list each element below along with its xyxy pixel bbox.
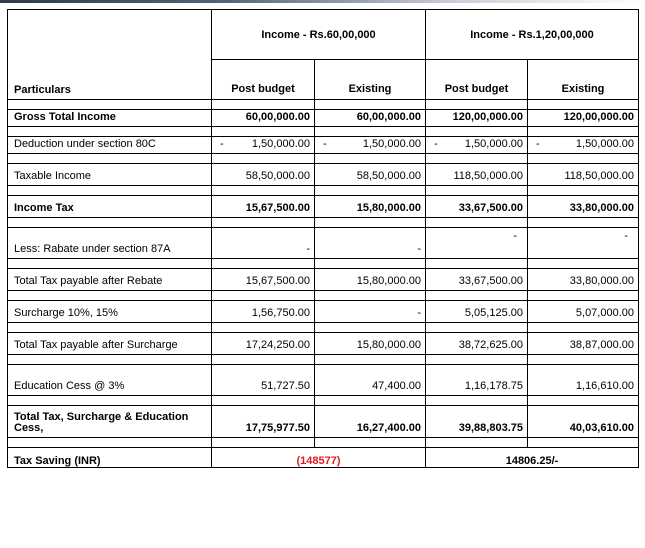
spacer-row xyxy=(8,438,639,448)
cell-value: 120,00,000.00 xyxy=(426,110,528,127)
income-b-header: Income - Rs.1,20,00,000 xyxy=(426,10,639,60)
particulars-header: Particulars xyxy=(8,60,212,100)
existing-a-header: Existing xyxy=(315,60,426,100)
tax-comparison-table xyxy=(7,9,639,468)
blank-corner xyxy=(8,10,212,60)
cell-value: - 1,50,000.00 xyxy=(212,137,315,154)
spacer-row xyxy=(8,218,639,228)
cell-value: 51,727.50 xyxy=(212,365,315,396)
dash-mark: - xyxy=(434,138,438,150)
spacer-row xyxy=(8,259,639,269)
cell-value: 15,80,000.00 xyxy=(315,269,426,291)
row-label: Total Tax payable after Rebate xyxy=(8,269,212,291)
cell-value: 17,24,250.00 xyxy=(212,333,315,355)
cell-value: 5,07,000.00 xyxy=(528,301,639,323)
table-row xyxy=(8,228,639,259)
post-budget-a-header: Post budget xyxy=(212,60,315,100)
table-row xyxy=(8,406,639,438)
cell-value: 1,16,178.75 xyxy=(426,365,528,396)
cell-value: - xyxy=(426,228,528,259)
cell-value: 15,80,000.00 xyxy=(315,196,426,218)
cell-value: 15,67,500.00 xyxy=(212,269,315,291)
cell-value: 58,50,000.00 xyxy=(212,164,315,186)
table-row xyxy=(8,164,639,186)
row-label: Taxable Income xyxy=(8,164,212,186)
cell-value: - 1,50,000.00 xyxy=(315,137,426,154)
tax-saving-row xyxy=(8,448,639,468)
cell-value: 38,72,625.00 xyxy=(426,333,528,355)
table-row xyxy=(8,196,639,218)
table-row xyxy=(8,301,639,323)
spacer-row xyxy=(8,154,639,164)
table-row xyxy=(8,365,639,396)
existing-b-header: Existing xyxy=(528,60,639,100)
row-label: Total Tax, Surcharge & Education Cess, xyxy=(8,406,212,438)
cell-value: 120,00,000.00 xyxy=(528,110,639,127)
income-a-header: Income - Rs.60,00,000 xyxy=(212,10,426,60)
spacer-row xyxy=(8,127,639,137)
tax-saving-income-b: 14806.25/- xyxy=(426,448,639,468)
dash-mark: - xyxy=(323,138,327,150)
cell-value: 40,03,610.00 xyxy=(528,406,639,438)
cell-value: - xyxy=(212,228,315,259)
table-row xyxy=(8,269,639,291)
cell-value: - xyxy=(528,228,639,259)
row-label: Less: Rabate under section 87A xyxy=(8,228,212,259)
spacer-row xyxy=(8,323,639,333)
cell-value: 33,67,500.00 xyxy=(426,196,528,218)
cell-value: 17,75,977.50 xyxy=(212,406,315,438)
spacer-row xyxy=(8,186,639,196)
cell-value: - 1,50,000.00 xyxy=(528,137,639,154)
cell-value: 5,05,125.00 xyxy=(426,301,528,323)
cell-value: 33,67,500.00 xyxy=(426,269,528,291)
spacer-row xyxy=(8,355,639,365)
dash-mark: - xyxy=(536,138,540,150)
row-label: Education Cess @ 3% xyxy=(8,365,212,396)
cell-value: 1,56,750.00 xyxy=(212,301,315,323)
cell-value: 16,27,400.00 xyxy=(315,406,426,438)
table-row xyxy=(8,137,639,154)
row-label: Deduction under section 80C xyxy=(8,137,212,154)
spacer-row xyxy=(8,291,639,301)
cell-value: - 1,50,000.00 xyxy=(426,137,528,154)
spacer-row xyxy=(8,100,639,110)
row-label: Surcharge 10%, 15% xyxy=(8,301,212,323)
table-row xyxy=(8,110,639,127)
cell-value: 15,67,500.00 xyxy=(212,196,315,218)
row-label: Income Tax xyxy=(8,196,212,218)
cell-value: 15,80,000.00 xyxy=(315,333,426,355)
tax-saving-label: Tax Saving (INR) xyxy=(8,448,212,468)
cell-value: - xyxy=(315,228,426,259)
income-header-row xyxy=(8,10,639,60)
cell-value: - xyxy=(315,301,426,323)
cell-value: 58,50,000.00 xyxy=(315,164,426,186)
cell-value: 33,80,000.00 xyxy=(528,269,639,291)
spacer-row xyxy=(8,396,639,406)
table-row xyxy=(8,333,639,355)
cell-value: 39,88,803.75 xyxy=(426,406,528,438)
window-top-bar xyxy=(0,0,645,3)
tax-saving-income-a: (148577) xyxy=(212,448,426,468)
post-budget-b-header: Post budget xyxy=(426,60,528,100)
dash-mark: - xyxy=(220,138,224,150)
row-label: Gross Total Income xyxy=(8,110,212,127)
cell-value: 118,50,000.00 xyxy=(426,164,528,186)
cell-value: 38,87,000.00 xyxy=(528,333,639,355)
column-header-row xyxy=(8,60,639,100)
cell-value: 33,80,000.00 xyxy=(528,196,639,218)
cell-value: 60,00,000.00 xyxy=(212,110,315,127)
row-label: Total Tax payable after Surcharge xyxy=(8,333,212,355)
cell-value: 60,00,000.00 xyxy=(315,110,426,127)
cell-value: 47,400.00 xyxy=(315,365,426,396)
cell-value: 118,50,000.00 xyxy=(528,164,639,186)
cell-value: 1,16,610.00 xyxy=(528,365,639,396)
